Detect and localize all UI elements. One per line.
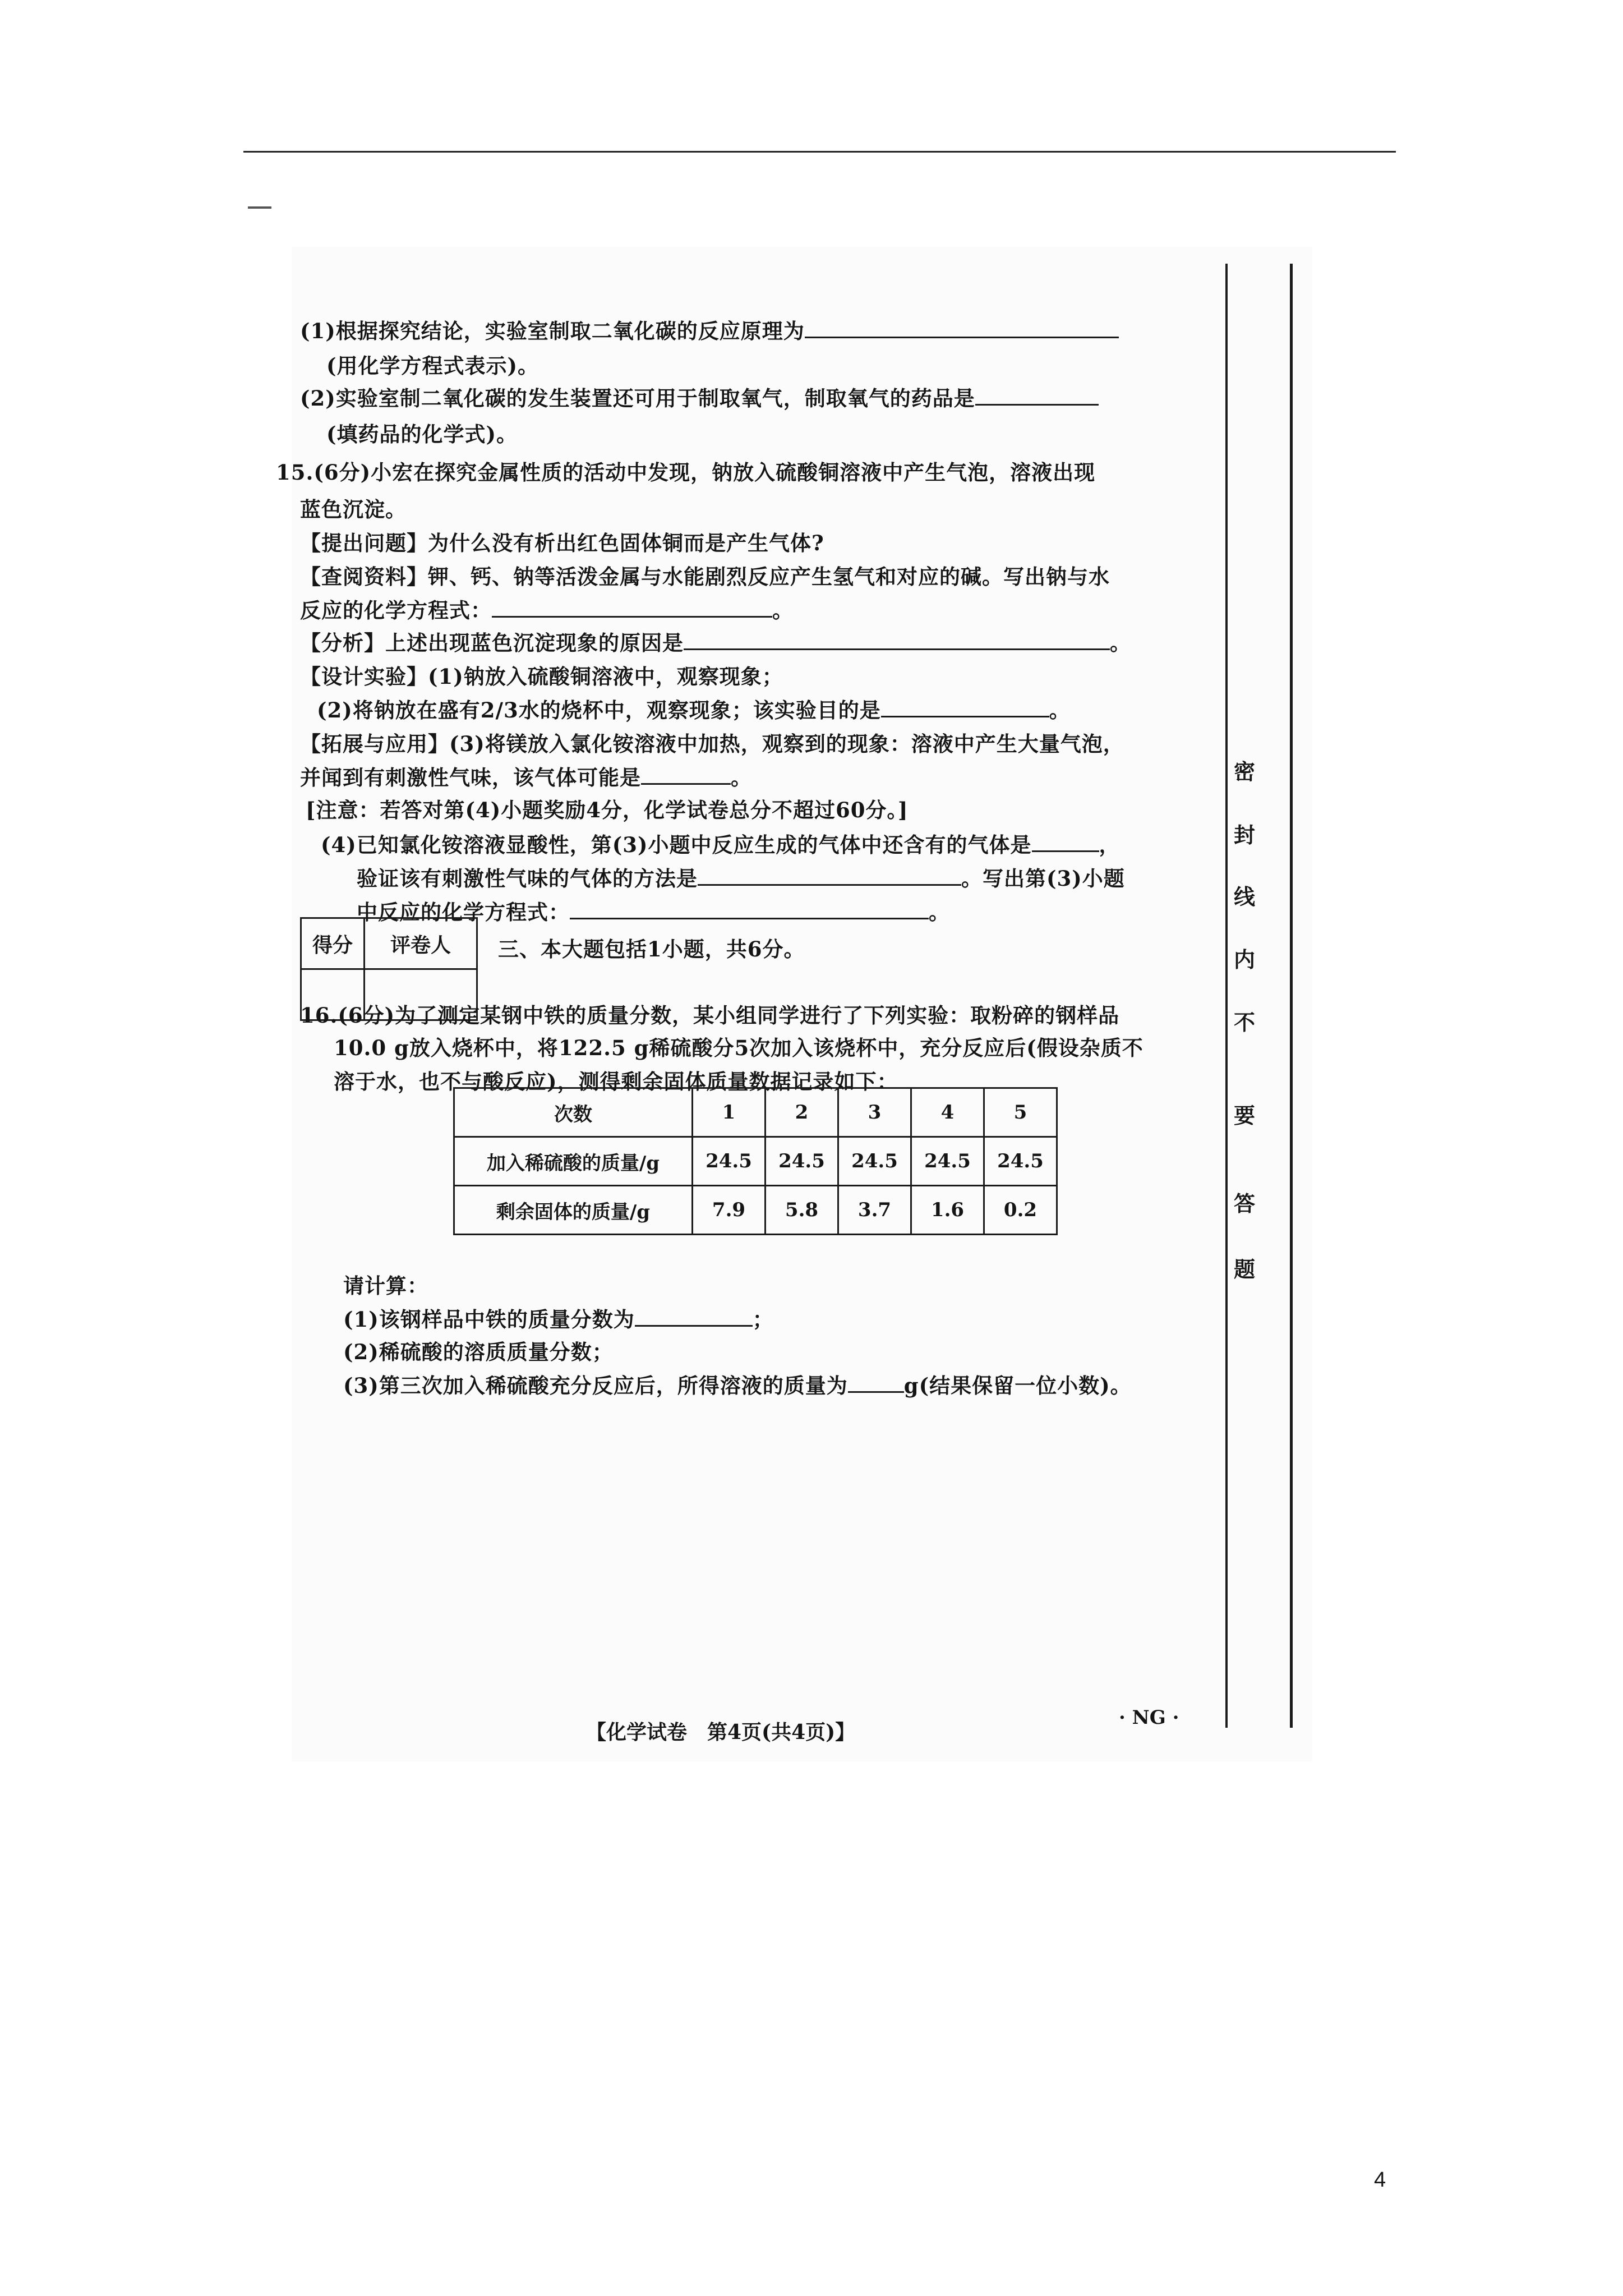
question-text: 并闻到有刺激性气味，该气体可能是 [300, 765, 641, 790]
seal-char: 答 [1234, 1191, 1256, 1216]
table-cell: 4 [911, 1088, 984, 1137]
question-line: 反应的化学方程式： 。 [300, 598, 794, 623]
question-line: 15.(6分)小宏在探究金属性质的活动中发现，钠放入硫酸铜溶液中产生气泡，溶液出现 [276, 460, 1096, 485]
seal-char: 题 [1234, 1257, 1256, 1282]
question-text: (3)第三次加入稀硫酸充分反应后，所得溶液的质量为 [343, 1373, 848, 1398]
table-cell: 2 [766, 1088, 838, 1137]
table-cell: 24.5 [911, 1137, 984, 1186]
table-cell: 0.2 [984, 1186, 1057, 1235]
table-cell: 24.5 [766, 1137, 838, 1186]
question-line: (2)将钠放在盛有2/3水的烧杯中，观察现象；该实验目的是 。 [317, 698, 1071, 723]
answer-blank[interactable] [848, 1374, 904, 1393]
table-header-row [454, 1088, 1057, 1137]
answer-blank[interactable] [684, 632, 1110, 650]
question-line: 并闻到有刺激性气味，该气体可能是 。 [300, 765, 752, 790]
seal-char: 密 [1234, 759, 1256, 784]
answer-blank[interactable] [975, 387, 1099, 406]
table-cell: 3 [838, 1088, 911, 1137]
question-line: 10.0 g放入烧杯中，将122.5 g稀硫酸分5次加入该烧杯中，充分反应后(假设杂质不 [334, 1036, 1144, 1060]
question-line: (4)已知氯化铵溶液显酸性，第(3)小题中反应生成的气体中还含有的气体是 ， [321, 832, 1121, 857]
grader-label: 评卷人 [365, 918, 477, 969]
table-cell: 24.5 [693, 1137, 766, 1186]
section-heading: 三、本大题包括1小题，共6分。 [498, 937, 805, 961]
question-line: 【提出问题】为什么没有析出红色固体铜而是产生气体? [300, 531, 824, 555]
question-line: 【分析】上述出现蓝色沉淀现象的原因是 。 [300, 631, 1131, 655]
table-cell: 24.5 [838, 1137, 911, 1186]
table-cell: 次数 [454, 1088, 693, 1137]
answer-blank[interactable] [492, 599, 772, 618]
question-line: 蓝色沉淀。 [300, 497, 407, 522]
answer-blank[interactable] [570, 901, 929, 919]
question-line: (用化学方程式表示)。 [326, 353, 540, 378]
question-line: 请计算： [343, 1273, 428, 1298]
question-line: (1)该钢样品中铁的质量分数为 ； [343, 1307, 774, 1332]
corner-mark [248, 206, 271, 209]
seal-char: 封 [1234, 822, 1256, 848]
question-line: [注意：若答对第(4)小题奖励4分，化学试卷总分不超过60分。] [306, 798, 909, 822]
seal-char: 要 [1234, 1103, 1256, 1128]
answer-blank[interactable] [805, 320, 1119, 338]
page-footer: 【化学试卷 第4页(共4页)】 [586, 1720, 856, 1744]
footer-code: · NG · [1119, 1706, 1179, 1729]
answer-blank[interactable] [698, 867, 961, 886]
table-cell: 1 [693, 1088, 766, 1137]
answer-blank[interactable] [641, 766, 731, 785]
seal-char: 内 [1234, 947, 1256, 972]
question-line [300, 381, 1099, 412]
question-line: (填药品的化学式)。 [326, 422, 518, 447]
question-text: 反应的化学方程式： [300, 598, 492, 623]
seal-line-left [1225, 264, 1228, 1728]
question-line: (3)第三次加入稀硫酸充分反应后，所得溶液的质量为 g(结果保留一位小数)。 [343, 1373, 1132, 1398]
table-cell: 5.8 [766, 1186, 838, 1235]
question-text: 验证该有刺激性气味的气体的方法是 [357, 866, 698, 891]
top-rule [243, 151, 1396, 153]
question-line [300, 314, 1119, 344]
question-text: (4)已知氯化铵溶液显酸性，第(3)小题中反应生成的气体中还含有的气体是 [321, 832, 1032, 857]
question-line: (2)稀硫酸的溶质质量分数； [343, 1340, 614, 1364]
question-text: 【分析】上述出现蓝色沉淀现象的原因是 [300, 631, 684, 655]
table-row [454, 1186, 1057, 1235]
question-text: 中反应的化学方程式： [357, 900, 570, 924]
seal-line-right [1290, 264, 1293, 1728]
question-text: (2)将钠放在盛有2/3水的烧杯中，观察现象；该实验目的是 [317, 698, 881, 723]
question-line: 【设计实验】(1)钠放入硫酸铜溶液中，观察现象； [300, 664, 783, 689]
table-row [454, 1137, 1057, 1186]
question-text: (1)该钢样品中铁的质量分数为 [343, 1307, 635, 1332]
seal-char: 不 [1234, 1010, 1256, 1035]
question-line: 中反应的化学方程式： 。 [357, 900, 950, 924]
page-number: 4 [1374, 2168, 1386, 2192]
answer-blank[interactable] [635, 1308, 753, 1327]
score-label: 得分 [301, 918, 365, 969]
question-line: 验证该有刺激性气味的气体的方法是 。写出第(3)小题 [357, 866, 1125, 891]
answer-blank[interactable] [1032, 834, 1099, 852]
table-cell: 7.9 [693, 1186, 766, 1235]
table-cell: 5 [984, 1088, 1057, 1137]
answer-blank[interactable] [881, 699, 1049, 717]
data-table [453, 1087, 1058, 1235]
question-line: 【查阅资料】钾、钙、钠等活泼金属与水能剧烈反应产生氢气和对应的碱。写出钠与水 [300, 564, 1110, 589]
question-text: (1)根据探究结论，实验室制取二氧化碳的反应原理为 [300, 319, 805, 343]
table-cell: 剩余固体的质量/g [454, 1186, 693, 1235]
table-cell: 1.6 [911, 1186, 984, 1235]
seal-char: 线 [1234, 884, 1256, 909]
question-line: 溶于水，也不与酸反应)，测得剩余固体质量数据记录如下： [334, 1069, 898, 1094]
question-line: 16.(6分)为了测定某钢中铁的质量分数，某小组同学进行了下列实验：取粉碎的钢样品 [300, 1003, 1120, 1028]
question-text: (2)实验室制二氧化碳的发生装置还可用于制取氧气，制取氧气的药品是 [300, 386, 975, 411]
table-cell: 3.7 [838, 1186, 911, 1235]
question-line: 【拓展与应用】(3)将镁放入氯化铵溶液中加热，观察到的现象：溶液中产生大量气泡， [300, 731, 1124, 756]
table-cell: 加入稀硫酸的质量/g [454, 1137, 693, 1186]
table-cell: 24.5 [984, 1137, 1057, 1186]
